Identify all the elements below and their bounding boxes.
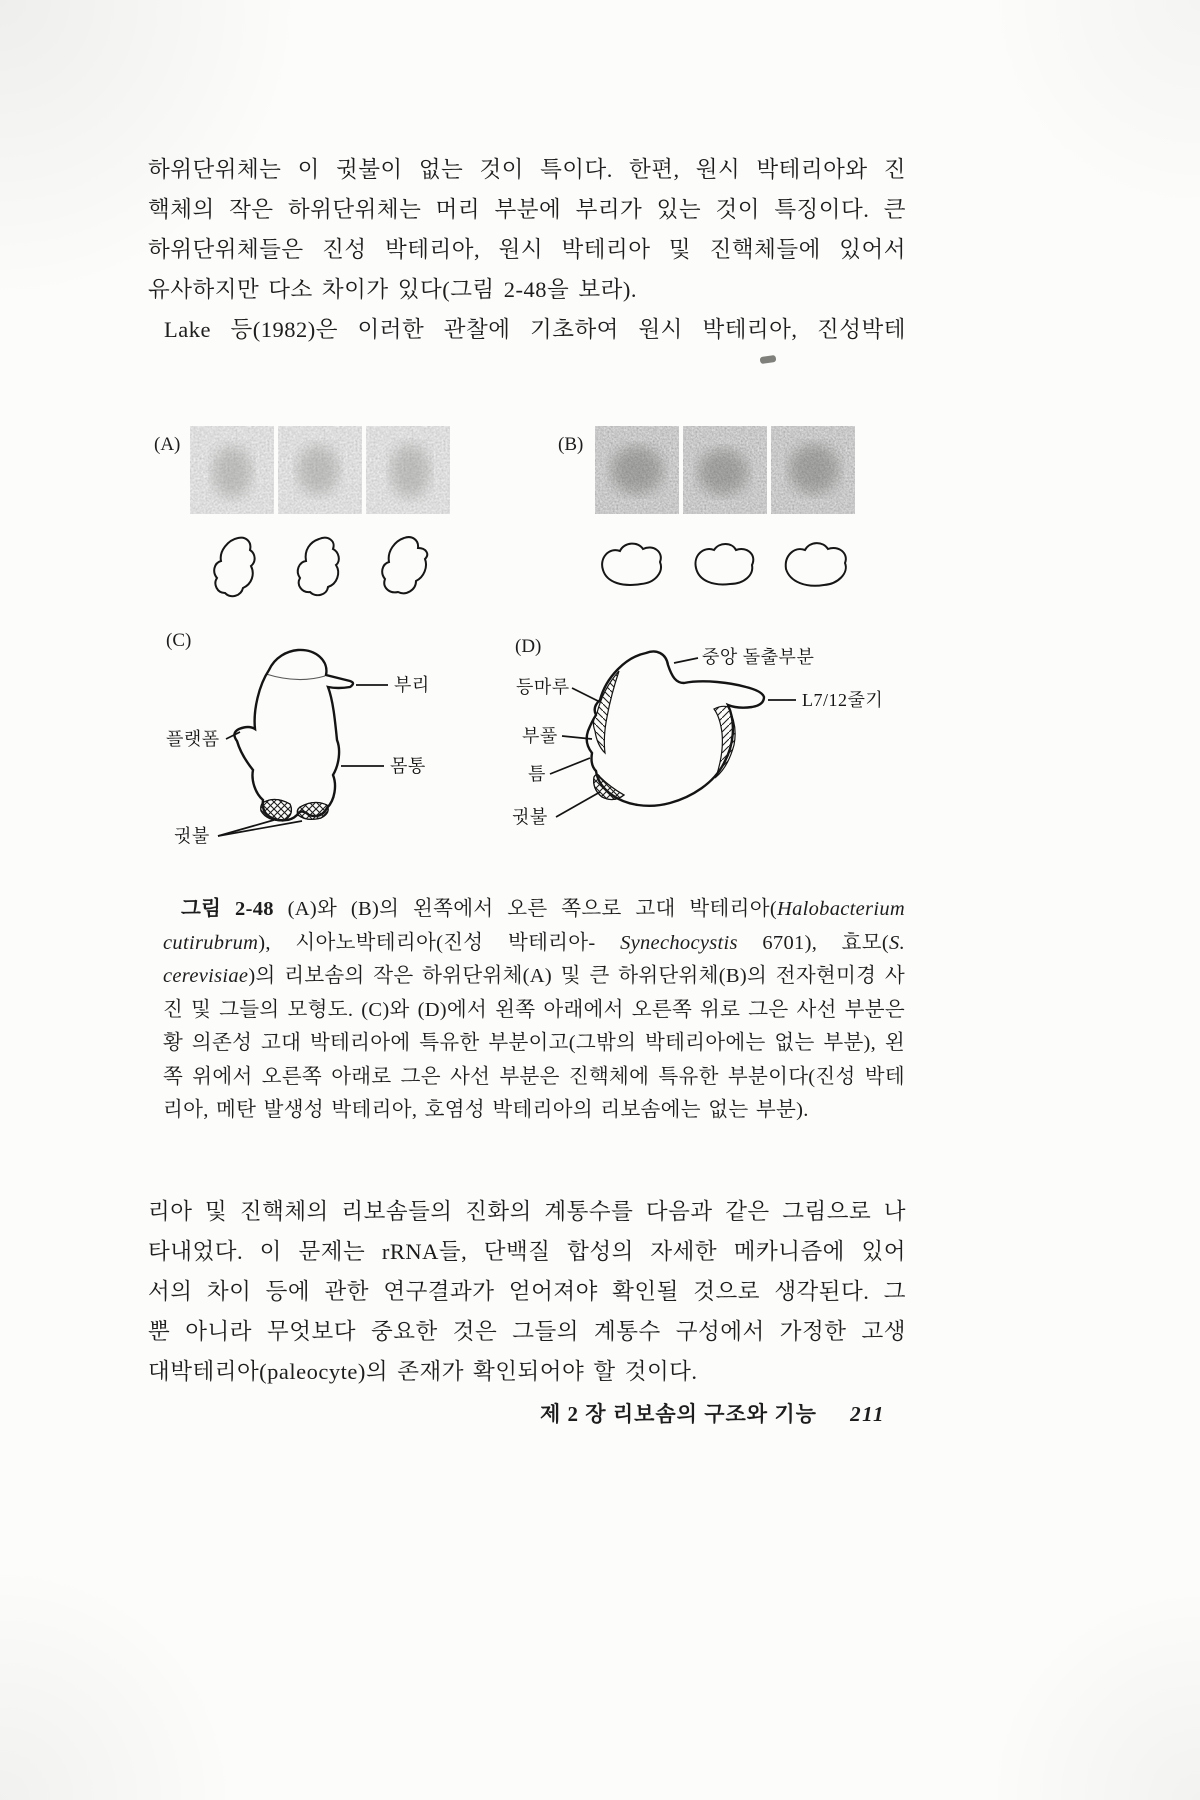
cleft-leader-line — [550, 758, 590, 774]
central-protuberance-label: 중앙 돌출부분 — [702, 647, 815, 667]
ridge-label: 등마루 — [516, 677, 570, 697]
footer-page-number: 211 — [850, 1402, 885, 1426]
panel-a-micrographs — [190, 426, 450, 514]
text-line: 리아 및 진핵체의 리보솜들의 진화의 계통수를 다음과 같은 그림으로 나 — [148, 1199, 906, 1224]
small-subunit-outline — [376, 532, 432, 604]
body-paragraph-1 — [148, 150, 906, 350]
body-label: 몸통 — [390, 756, 426, 776]
figure-caption — [163, 893, 905, 1128]
small-subunit-outline — [208, 532, 264, 604]
caption-text: ), 시아노박테리아(진성 박테리아- — [258, 931, 621, 954]
panel-b-micrographs — [595, 426, 855, 514]
bulge-label: 부풀 — [522, 726, 558, 746]
em-micrograph-b3 — [771, 426, 855, 514]
platform-label: 플랫폼 — [166, 729, 220, 749]
central-protuberance-leader-line — [674, 658, 698, 663]
text-line: 유사하지만 다소 차이가 있다(그림 2-48을 보라). — [148, 277, 637, 302]
ridge-leader-line — [572, 688, 600, 702]
text-line: 하위단위체들은 진성 박테리아, 원시 박테리아 및 진핵체들에 있어서 — [148, 237, 906, 262]
text-line: 뿐 아니라 무엇보다 중요한 것은 그들의 계통수 구성에서 가정한 고생 — [148, 1319, 906, 1344]
cleft-label: 틈 — [528, 764, 546, 784]
footer-chapter-title: 제 2 장 리보솜의 구조와 기능 — [540, 1402, 817, 1426]
text-line: 대박테리아(paleocyte)의 존재가 확인되어야 할 것이다. — [148, 1359, 698, 1384]
lobe-leader-line-d — [556, 792, 600, 817]
lobe-label-c: 귓불 — [174, 826, 210, 846]
small-subunit-model-outline — [234, 650, 353, 820]
text-line: 타내었다. 이 문제는 rRNA들, 단백질 합성의 자세한 메카니즘에 있어 — [148, 1239, 906, 1264]
caption-species-name: Halobacterium cutirubrum — [163, 898, 905, 954]
scan-artifact — [760, 355, 777, 364]
large-subunit-outline — [595, 538, 671, 598]
figure-2-48 — [148, 420, 908, 885]
large-subunit-outline — [687, 538, 763, 598]
body-paragraph-lake: Lake 등(1982)은 이러한 관찰에 기초하여 원시 박테리아, 진성박테 — [164, 317, 906, 342]
text-line: 서의 차이 등에 관한 연구결과가 얻어져야 확인될 것으로 생각된다. 그 — [148, 1279, 906, 1304]
panel-b-label: (B) — [558, 434, 584, 455]
panel-a-outlines — [208, 532, 432, 604]
panel-b-outlines — [595, 538, 855, 598]
text-line: 하위단위체는 이 귓불이 없는 것이 특이다. 한편, 원시 박테리아와 진 — [148, 157, 906, 182]
panel-c-label: (C) — [166, 630, 192, 651]
caption-species-name: Synechocystis — [620, 931, 738, 954]
page-footer — [540, 1398, 885, 1428]
caption-species-name: S. cerevisiae — [163, 931, 905, 987]
beak-label: 부리 — [394, 675, 430, 695]
body-paragraph-2 — [148, 1192, 906, 1392]
model-diagrams — [148, 620, 908, 885]
em-micrograph-b2 — [683, 426, 767, 514]
caption-figure-number: 그림 2-48 — [181, 898, 288, 920]
em-micrograph-b1 — [595, 426, 679, 514]
small-subunit-outline — [292, 532, 348, 604]
em-micrograph-a3 — [366, 426, 450, 514]
caption-text: 6701), 효모( — [737, 931, 890, 954]
em-micrograph-a1 — [190, 426, 274, 514]
em-micrograph-a2 — [278, 426, 362, 514]
panel-a-label: (A) — [154, 434, 181, 455]
large-subunit-model-outline — [587, 652, 764, 806]
panel-d-label: (D) — [515, 636, 542, 657]
text-line: 핵체의 작은 하위단위체는 머리 부분에 부리가 있는 것이 특징이다. 큰 — [148, 197, 906, 222]
stalk-label: L7/12줄기 — [802, 690, 884, 710]
large-subunit-outline — [779, 538, 855, 598]
caption-text: )의 리보솜의 작은 하위단위체(A) 및 큰 하위단위체(B)의 전자현미경 사진 및 그들의 모형도. (C)와 (D)에서 왼쪽 아래에서 오른쪽 위로 그은 사선 부분은 황 의존성 고대 박테리아에 특유한 부분이고(그밖의 박테리아에는 없는 부분), 왼쪽 위에서 오른쪽 아래로 그은 사선 부분은 진핵체에 특유한 부분이다(진성 박테리아, 메탄 발생성 박테리아, 호염성 박테리아의 리보솜에는 없는 부분). — [163, 965, 905, 1121]
caption-text: (A)와 (B)의 왼쪽에서 오른 쪽으로 고대 박테리아( — [287, 898, 777, 920]
lobe-label-d: 귓불 — [512, 807, 548, 827]
